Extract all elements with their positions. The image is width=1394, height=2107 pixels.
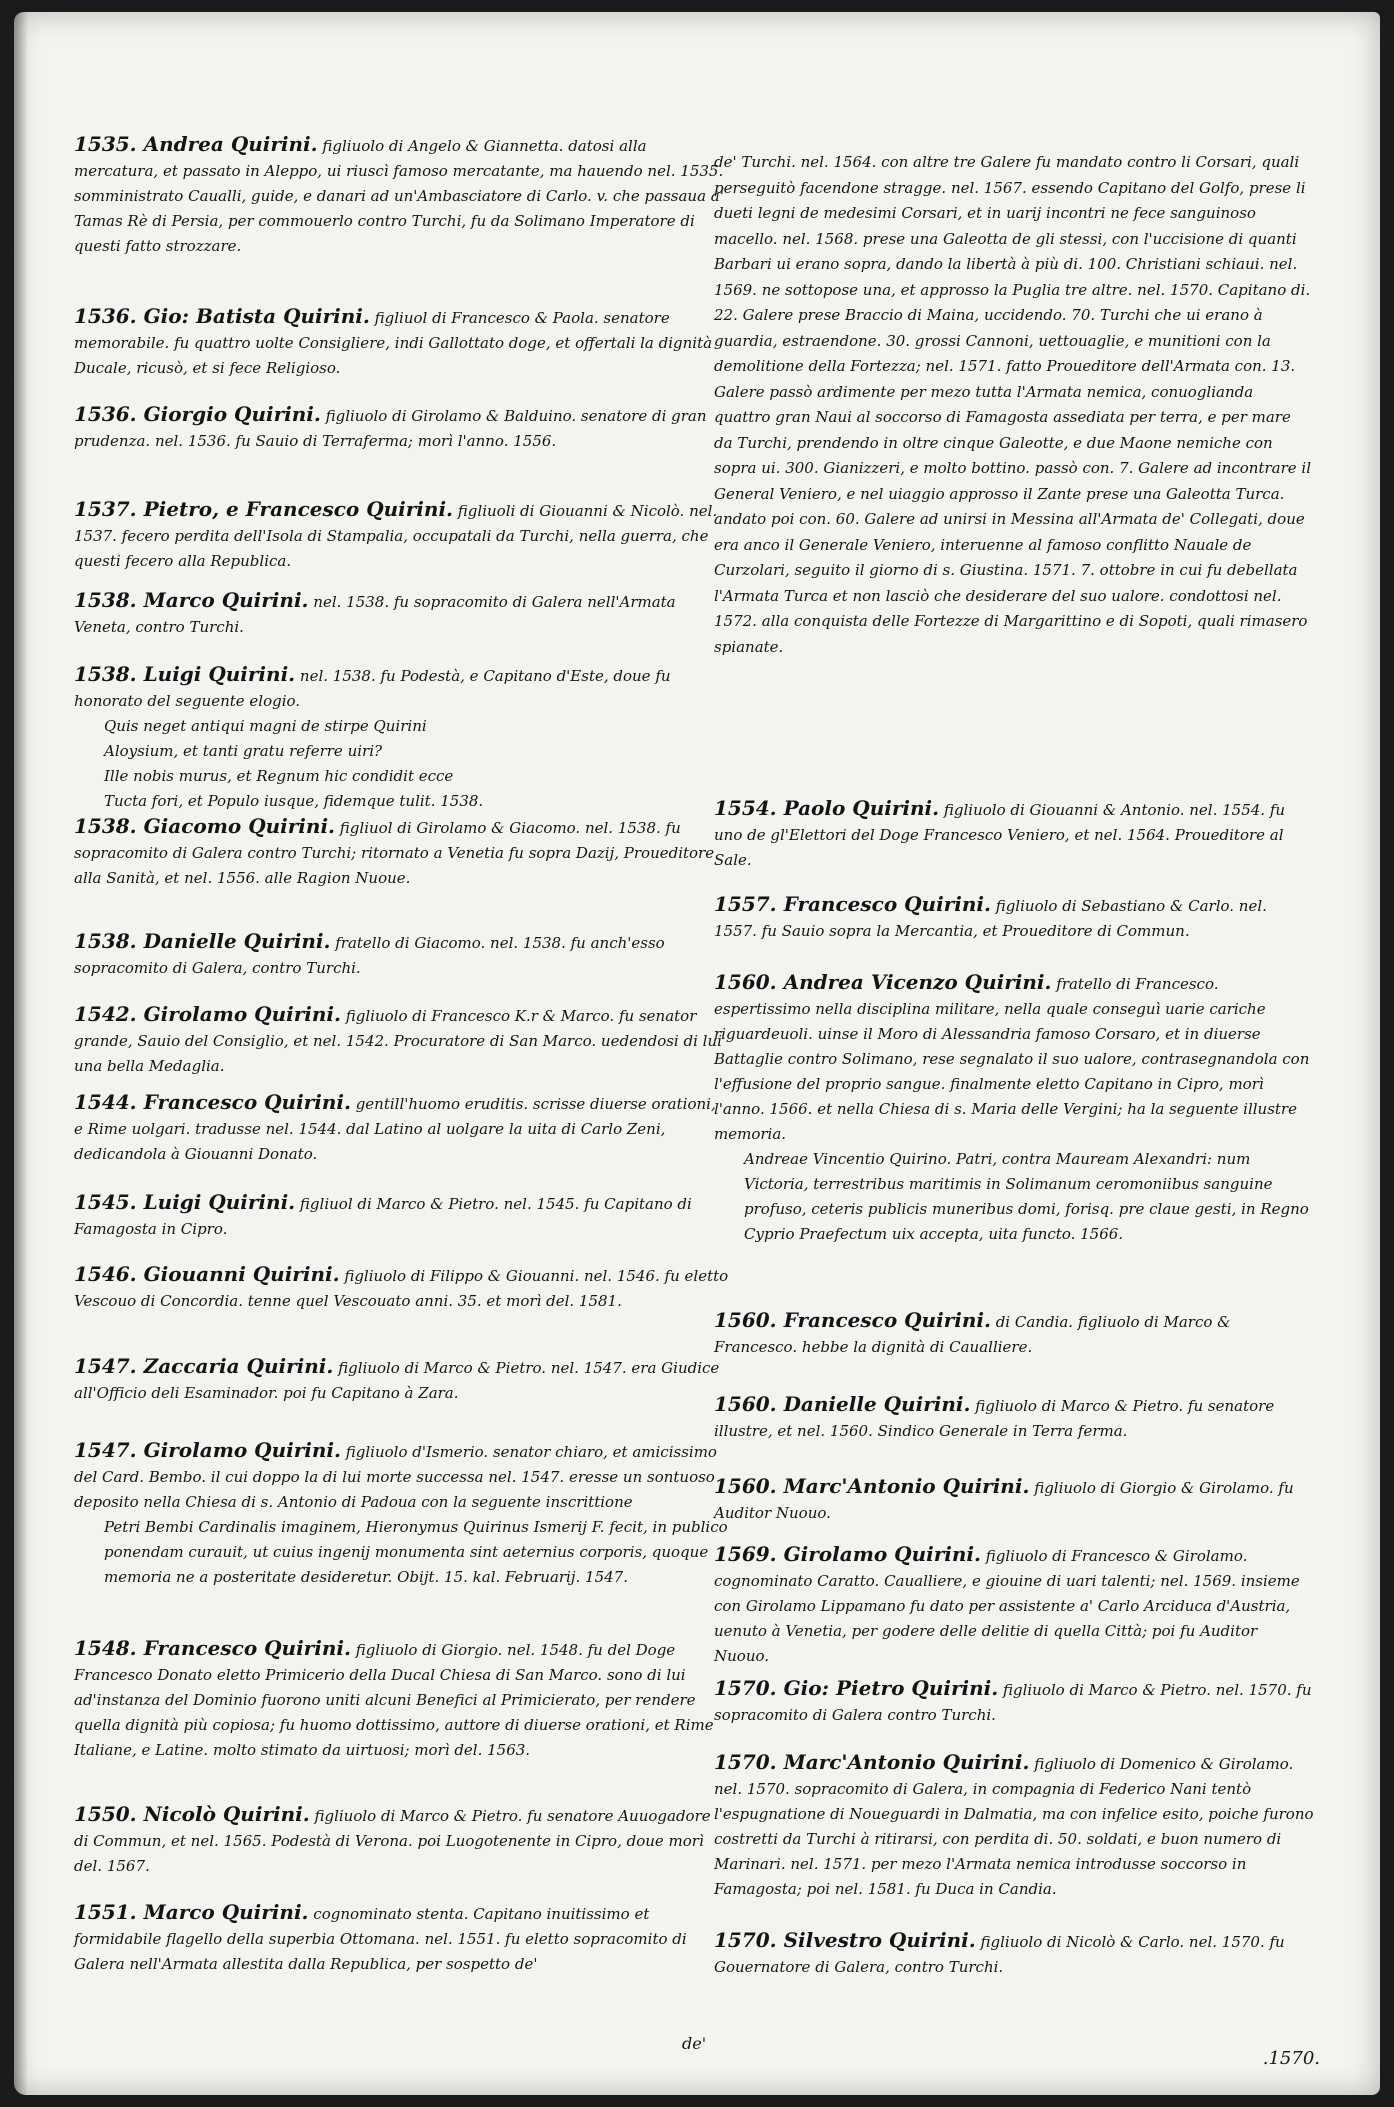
continuation-marco-quirini: de' Turchi. nel. 1564. con altre tre Galere fu mandato contro li Corsari, quali perseguitò facendone stragge. nel. 1567. essendo Capitano del Golfo, prese li dueti legni de medesimi Corsari, et in uarij incontri ne fece sanguinoso macello. nel. 1568. prese una Galeotta de gli stessi, con l'uccisione di quanti Barbari ui erano sopra, dando la libertà à più di. 100. Christiani schiaui. nel. 1569. ne sottopose una, et approsso la Puglia tre altre. nel. 1570. Capitano di. 22. Galere prese Braccio di Maina, uccidendo. 70. Turchi che ui erano à guardia, estraendone. 30. grossi Cannoni, uettouaglie, e munitioni con la demolitione della Fortezza; nel. 1571. fatto Proueditore dell'Armata con. 13. Galere passò ardimente per mezo tutta l'Armata nemica, conuoglianda quattro gran Naui al soccorso di Famagosta assediata per terra, e per mare da Turchi, prendendo in oltre cinque Galeotte, e due Maone nemiche con sopra ui. 300. Gianizzeri, e molto bottino. passò con. 7. Galere ad incontrare il General Veniero, e nel uiaggio approsso il Zante prese una Galeotta Turca. andato poi con. 60. Galere ad unirsi in Messina all'Armata de' Collegati, doue era anco il Generale Veniero, interuenne al famoso conflitto Nauale de Curzolari, seguito il giorno di s. Giustina. 1571. 7. ottobre in cui fu debellata l'Armata Turca et non lasciò che desiderare del suo ualore. condottosi nel. 1572. alla conquista delle Fortezze di Margarittino e di Sopoti, quali rimasero spianate. xyxy=(714,153,1311,656)
latin-elogy: Quis neget antiqui magni de stirpe Quirini Aloysium, et tanti gratu referre uiri? Ille nobis murus, et Regnum hic condidit ecce Tucta fori, et Populo iusque, fidemque tulit. 1538. xyxy=(104,717,484,810)
entry-1560-marcantonio xyxy=(714,1474,1314,1526)
entry-heading: 1538. Marco Quirini. xyxy=(74,588,309,612)
entry-body: figliuol di Francesco & Paola. senatore memorabile. fu quattro uolte Consigliere, indi Gallottato doge, et offertali la dignità Ducale, ricusò, et si fece Religioso. xyxy=(74,309,713,377)
entry-1570-marcantonio xyxy=(714,1750,1314,1902)
entry-heading: 1551. Marco Quirini. xyxy=(74,1900,309,1924)
entry-heading: 1550. Nicolò Quirini. xyxy=(74,1802,310,1826)
entry-heading: 1535. Andrea Quirini. xyxy=(74,132,318,156)
entry-1560-andrea-vicenzo xyxy=(714,970,1314,1247)
page-edge-shadow xyxy=(14,12,28,2095)
manuscript-page xyxy=(14,12,1380,2095)
entry-heading: 1570. Silvestro Quirini. xyxy=(714,1928,976,1952)
latin-memoria: Andreae Vincentio Quirino. Patri, contra Mauream Alexandri: num Victoria, terrestribus maritimis in Solimanum ceromoniibus sanguine profuso, ceteris publicis muneribus domi, forisq. pre claue gesti, in Regno Cyprio Praefectum uix accepta, uita functo. 1566. xyxy=(744,1150,1309,1243)
entry-heading: 1569. Girolamo Quirini. xyxy=(714,1542,981,1566)
entry-heading: 1560. Andrea Vicenzo Quirini. xyxy=(714,970,1052,994)
entry-1547-zaccaria xyxy=(74,1354,729,1406)
entry-1536-giorgio xyxy=(74,402,729,454)
entry-1550-nicolo xyxy=(74,1802,729,1879)
entry-body: fratello di Francesco. espertissimo nella disciplina militare, nella quale conseguì uarie cariche riguardeuoli. uinse il Moro di Alessandria famoso Corsaro, et in diuerse Battaglie contro Solimano, rese segnalato il suo ualore, contrasegnandola con l'effusione del proprio sangue. finalmente eletto Capitano in Cipro, morì l'anno. 1566. et nella Chiesa di s. Maria delle Vergini; ha la seguente illustre memoria. xyxy=(714,975,1310,1143)
entry-body: figliuolo di Angelo & Giannetta. datosi alla mercatura, et passato in Aleppo, ui riuscì famoso mercatante, ma hauendo nel. 1535. somministrato Caualli, guide, e danari ad un'Ambasciatore di Carlo. v. che passaua a' Tamas Rè di Persia, per commouerlo contro Turchi, fu da Solimano Imperatore di questi fatto strozzare. xyxy=(74,137,724,255)
entry-body: figliuolo di Francesco & Girolamo. cognominato Caratto. Caualliere, e giouine di uari talenti; nel. 1569. insieme con Girolamo Lippamano fu dato per assistente a' Carlo Arciduca d'Austria, uenuto à Venetia, per godere delle delitie di quella Città; poi fu Auditor Nuouo. xyxy=(714,1547,1300,1665)
entry-1537-pietro-francesco xyxy=(74,497,729,574)
entry-1551-marco xyxy=(74,1900,714,1977)
entry-heading: 1557. Francesco Quirini. xyxy=(714,892,991,916)
entry-heading: 1547. Girolamo Quirini. xyxy=(74,1438,341,1462)
entry-1560-francesco-candia xyxy=(714,1308,1314,1360)
entry-1538-marco xyxy=(74,588,729,640)
entry-body: figliuolo di Marco & Pietro. fu senatore Auuogadore di Commun, et nel. 1565. Podestà di Verona. poi Luogotenente in Cipro, doue morì del. 1567. xyxy=(74,1807,711,1875)
entry-heading: 1542. Girolamo Quirini. xyxy=(74,1002,341,1026)
entry-heading: 1544. Francesco Quirini. xyxy=(74,1090,351,1114)
entry-1570-silvestro xyxy=(714,1928,1314,1980)
entry-1536-giobatista xyxy=(74,304,729,381)
entry-heading: 1538. Luigi Quirini. xyxy=(74,662,296,686)
entry-1538-danielle xyxy=(74,929,729,981)
catchword: de' xyxy=(682,2034,707,2053)
entry-1560-danielle xyxy=(714,1392,1314,1444)
entry-body: figliuolo di Giorgio. nel. 1548. fu del Doge Francesco Donato eletto Primicerio della Ducal Chiesa di San Marco. sono di lui ad'instanza del Dominio fuorono uniti alcuni Benefici al Primicierato, per rendere quella dignità più copiosa; fu huomo dottissimo, auttore di diuerse orationi, et Rime Italiane, e Latine. molto stimato da uirtuosi; morì del. 1563. xyxy=(74,1641,714,1759)
entry-body: figliuolo di Girolamo & Balduino. senatore di gran prudenza. nel. 1536. fu Sauio di Terraferma; morì l'anno. 1556. xyxy=(74,407,707,450)
entry-body: fratello di Giacomo. nel. 1538. fu anch'esso sopracomito di Galera, contro Turchi. xyxy=(74,934,665,977)
latin-inscription: Petri Bembi Cardinalis imaginem, Hieronymus Quirinus Ismerij F. fecit, in publico ponendam curauit, ut cuius ingenij monumenta sint aeternius corporis, quoque memoria ne a posteritate desideretur. Obijt. 15. kal. Februarij. 1547. xyxy=(104,1518,728,1586)
entry-heading: 1560. Francesco Quirini. xyxy=(714,1308,991,1332)
entry-heading: 1538. Danielle Quirini. xyxy=(74,929,331,953)
entry-1569-girolamo xyxy=(714,1542,1314,1669)
page-mark: .1570. xyxy=(1262,2048,1320,2069)
entry-1545-luigi xyxy=(74,1190,729,1242)
entry-body: figliuolo di Giouanni & Antonio. nel. 1554. fu uno de gl'Elettori del Doge Francesco Veniero, et nel. 1564. Proueditore al Sale. xyxy=(714,801,1286,869)
entry-heading: 1554. Paolo Quirini. xyxy=(714,796,940,820)
entry-heading: 1560. Danielle Quirini. xyxy=(714,1392,971,1416)
entry-body: figliuolo di Sebastiano & Carlo. nel. 1557. fu Sauio sopra la Mercantia, et Proueditore di Commun. xyxy=(714,897,1267,940)
entry-body: cognominato stenta. Capitano inuitissimo et formidabile flagello della superbia Ottomana. nel. 1551. fu eletto sopracomito di Galera nell'Armata allestita dalla Republica, per sospetto de' xyxy=(74,1905,687,1973)
entry-body: figliuolo di Domenico & Girolamo. nel. 1570. sopracomito di Galera, in compagnia di Federico Nani tentò l'espugnatione di Noueguardi in Dalmatia, ma con infelice esito, poiche furono costretti da Turchi à ritirarsi, con perdita di. 50. soldati, e buon numero di Marinari. nel. 1571. per mezo l'Armata nemica introdusse soccorso in Famagosta; poi nel. 1581. fu Duca in Candia. xyxy=(714,1755,1314,1898)
entry-body: figliuolo di Nicolò & Carlo. nel. 1570. fu Gouernatore di Galera, contro Turchi. xyxy=(714,1933,1285,1976)
entry-body: figliuolo d'Ismerio. senator chiaro, et amicissimo del Card. Bembo. il cui doppo la di lui morte successa nel. 1547. eresse un sontuoso deposito nella Chiesa di s. Antonio di Padoua con la seguente inscrittione xyxy=(74,1443,717,1511)
entry-body: figliuolo di Francesco K.r & Marco. fu senator grande, Sauio del Consiglio, et nel. 1542. Procuratore di San Marco. uedendosi di lui una bella Medaglia. xyxy=(74,1007,722,1075)
entry-heading: 1536. Giorgio Quirini. xyxy=(74,402,321,426)
entry-1547-girolamo xyxy=(74,1438,729,1590)
entry-body: nel. 1538. fu Podestà, e Capitano d'Este, doue fu honorato del seguente elogio. xyxy=(74,667,671,710)
entry-body: figliuolo di Giorgio & Girolamo. fu Auditor Nuouo. xyxy=(714,1479,1294,1522)
entry-body: figliuolo di Marco & Pietro. nel. 1570. fu sopracomito di Galera contro Turchi. xyxy=(714,1681,1312,1724)
entry-heading: 1570. Marc'Antonio Quirini. xyxy=(714,1750,1030,1774)
entry-heading: 1536. Gio: Batista Quirini. xyxy=(74,304,370,328)
entry-heading: 1545. Luigi Quirini. xyxy=(74,1190,296,1214)
entry-1538-giacomo xyxy=(74,814,729,891)
entry-body: di Candia. figliuolo di Marco & Francesco. hebbe la dignità di Caualliere. xyxy=(714,1313,1231,1356)
entry-body: figliuol di Girolamo & Giacomo. nel. 1538. fu sopracomito di Galera contro Turchi; ritornato a Venetia fu sopra Dazij, Proueditore alla Sanità, et nel. 1556. alle Ragion Nuoue. xyxy=(74,819,715,887)
entry-heading: 1560. Marc'Antonio Quirini. xyxy=(714,1474,1030,1498)
entry-heading: 1570. Gio: Pietro Quirini. xyxy=(714,1676,999,1700)
entry-1544-francesco xyxy=(74,1090,729,1167)
entry-body: figliuolo di Marco & Pietro. fu senatore illustre, et nel. 1560. Sindico Generale in Terra ferma. xyxy=(714,1397,1275,1440)
entry-1542-girolamo xyxy=(74,1002,729,1079)
entry-heading: 1547. Zaccaria Quirini. xyxy=(74,1354,334,1378)
entry-heading: 1546. Giouanni Quirini. xyxy=(74,1262,340,1286)
entry-1557-francesco xyxy=(714,892,1314,944)
entry-1554-paolo xyxy=(714,796,1314,873)
entry-heading: 1548. Francesco Quirini. xyxy=(74,1636,351,1660)
entry-1535-andrea xyxy=(74,132,729,259)
entry-1538-luigi xyxy=(74,662,729,814)
entry-1546-giouanni xyxy=(74,1262,729,1314)
entry-body: figliuolo di Marco & Pietro. nel. 1547. era Giudice all'Officio deli Esaminador. poi fu Capitano à Zara. xyxy=(74,1359,720,1402)
entry-body: gentill'huomo eruditis. scrisse diuerse orationi, e Rime uolgari. tradusse nel. 1544. dal Latino al uolgare la uita di Carlo Zeni, dedicandola à Giouanni Donato. xyxy=(74,1095,716,1163)
entry-body: figliuol di Marco & Pietro. nel. 1545. fu Capitano di Famagosta in Cipro. xyxy=(74,1195,692,1238)
entry-heading: 1538. Giacomo Quirini. xyxy=(74,814,336,838)
entry-heading: 1537. Pietro, e Francesco Quirini. xyxy=(74,497,454,521)
entry-body: figliuoli di Giouanni & Nicolò. nel. 1537. fecero perdita dell'Isola di Stampalia, occupatali da Turchi, nella guerra, che questi fecero alla Republica. xyxy=(74,502,718,570)
entry-body: figliuolo di Filippo & Giouanni. nel. 1546. fu eletto Vescouo di Concordia. tenne quel Vescouato anni. 35. et morì del. 1581. xyxy=(74,1267,729,1310)
entry-body: nel. 1538. fu sopracomito di Galera nell'Armata Veneta, contro Turchi. xyxy=(74,593,676,636)
entry-1570-giopietro xyxy=(714,1676,1314,1728)
entry-1548-francesco xyxy=(74,1636,729,1763)
